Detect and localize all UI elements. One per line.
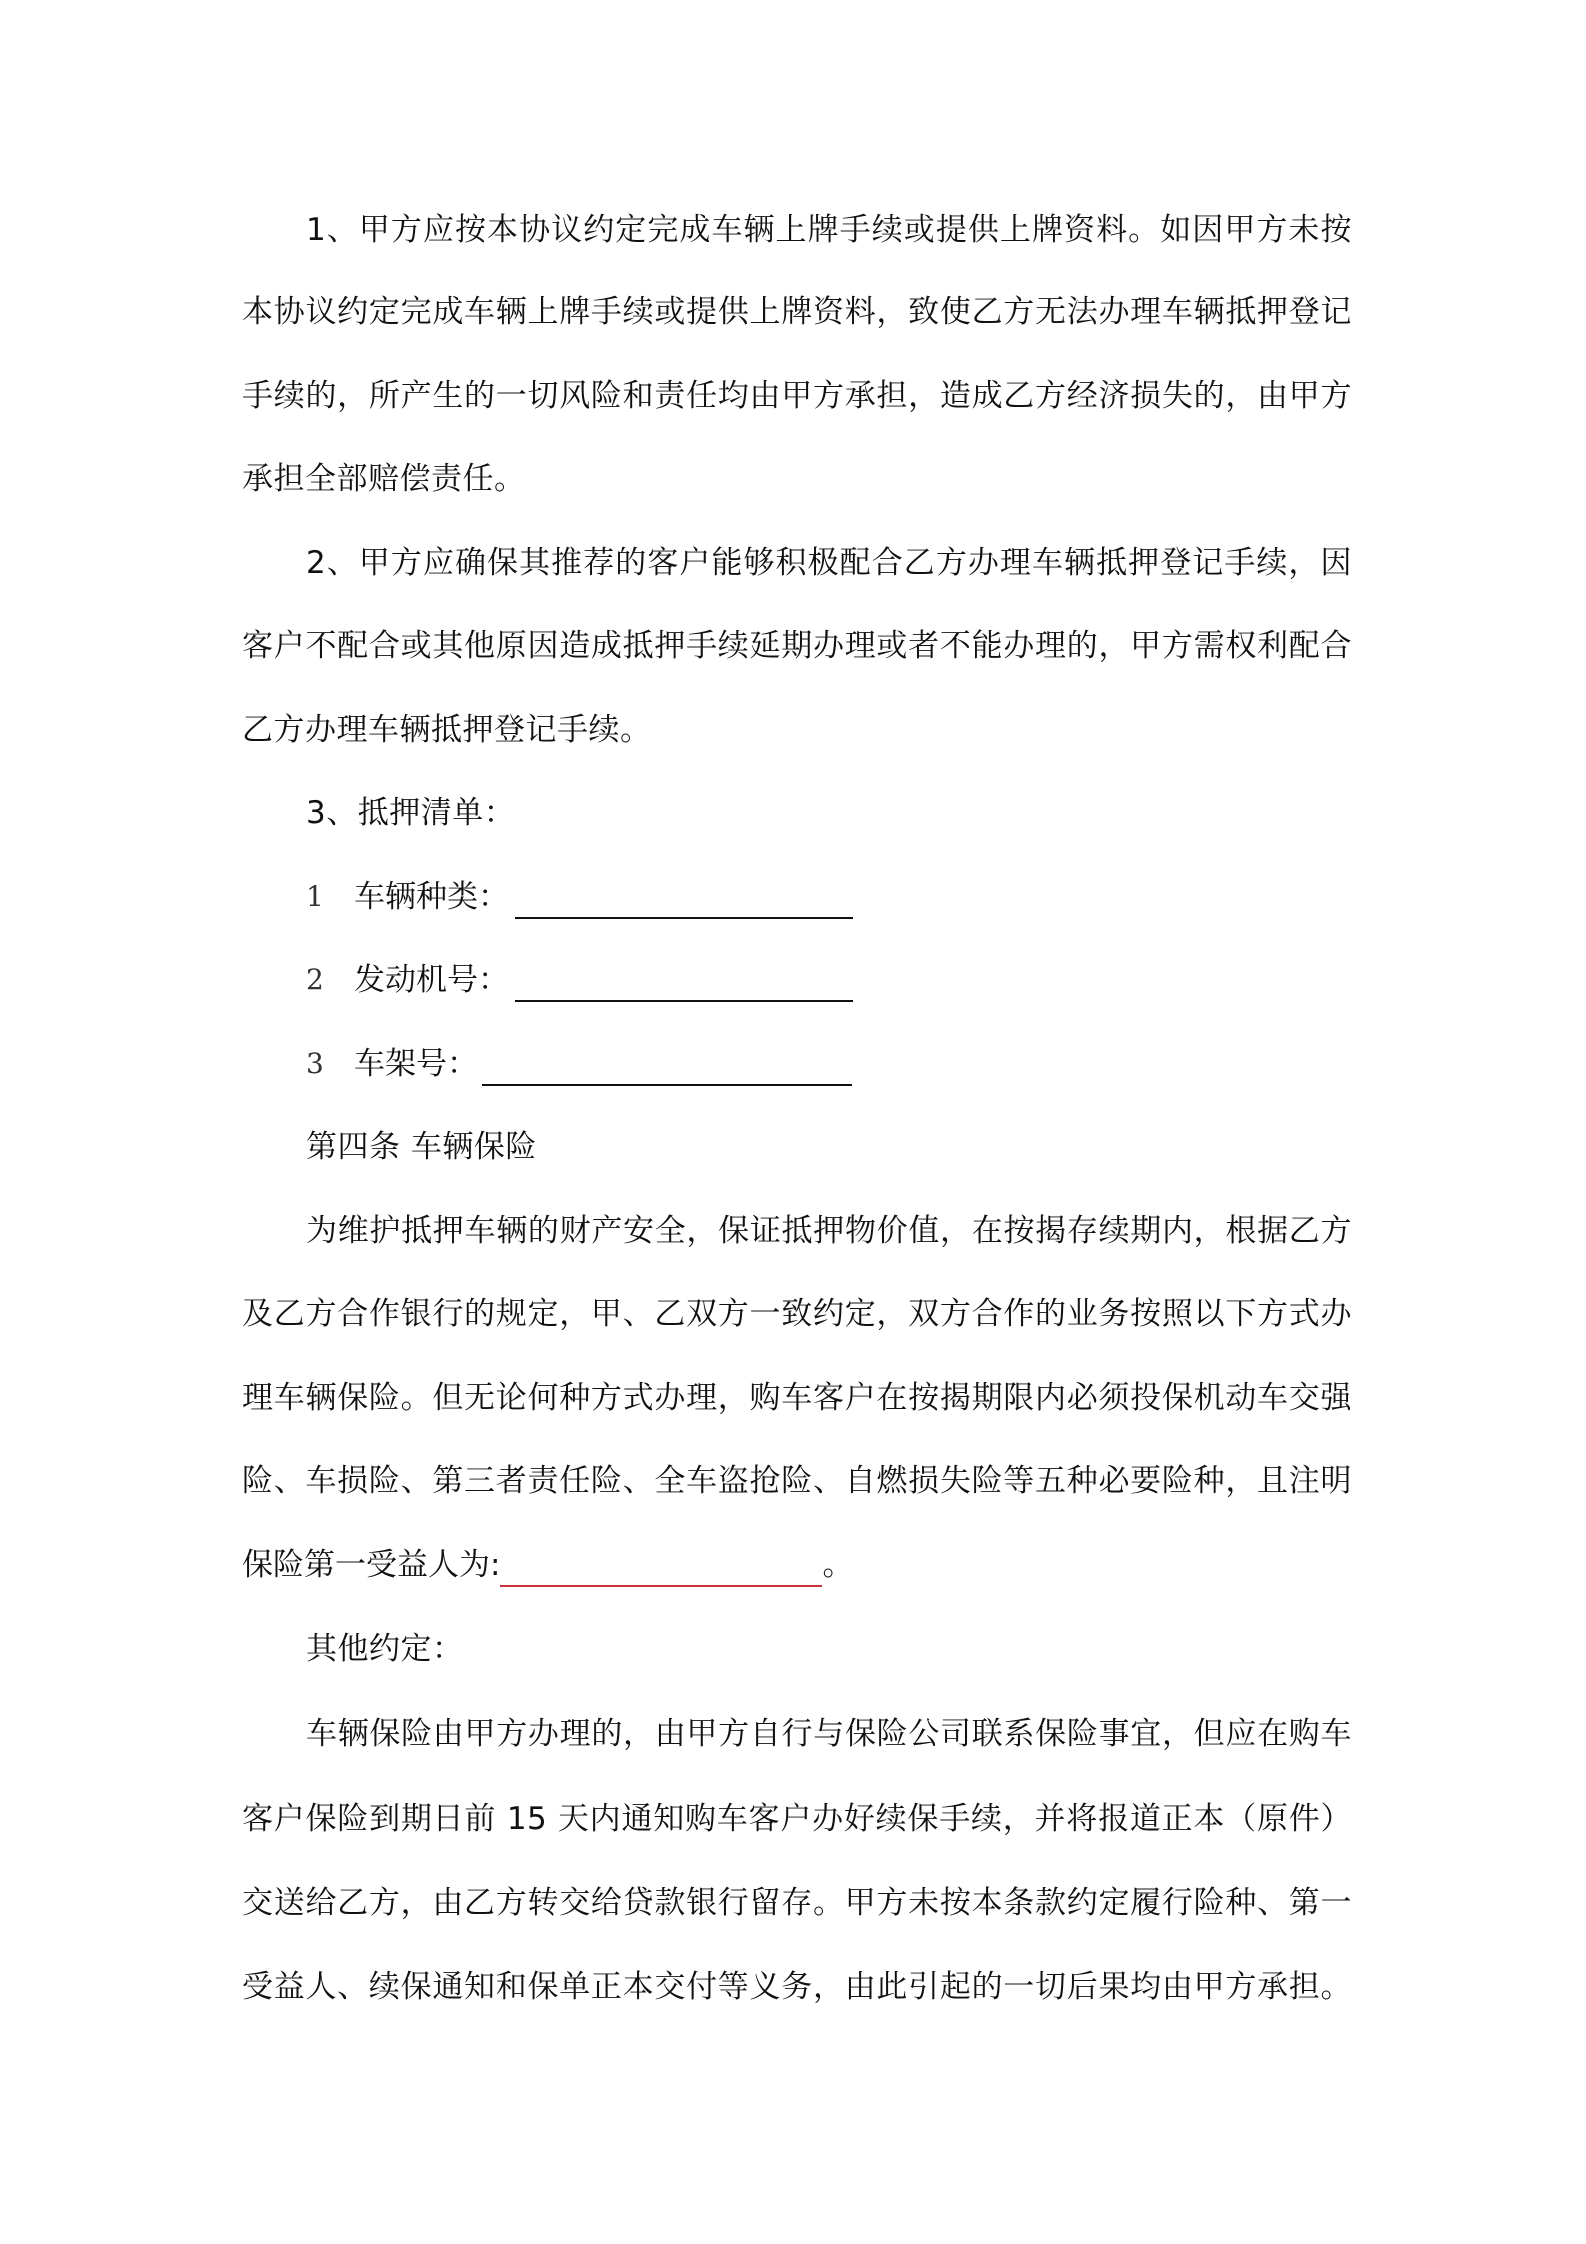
beneficiary-blank-field[interactable] (500, 1549, 822, 1587)
other-terms-heading: 其他约定： (306, 1631, 464, 1667)
list-item-frame-number (306, 1042, 852, 1086)
frame-number-blank-field[interactable] (482, 1048, 852, 1086)
list-item-vehicle-type (306, 875, 853, 919)
paragraph-4-line-1: 车辆保险由甲方办理的，由甲方自行与保险公司联系保险事宜，但应在购车 (306, 1716, 1352, 1752)
beneficiary-period: 。 (822, 1547, 854, 1583)
paragraph-3-line-3: 理车辆保险。但无论何种方式办理，购车客户在按揭期限内必须投保机动车交强 (242, 1380, 1352, 1416)
paragraph-4-line-4: 受益人、续保通知和保单正本交付等义务，由此引起的一切后果均由甲方承担。 (242, 1969, 1352, 2005)
list-item-engine-number (306, 958, 853, 1002)
paragraph-1-line-1: 1、甲方应按本协议约定完成车辆上牌手续或提供上牌资料。如因甲方未按 (306, 212, 1352, 248)
paragraph-2-line-2: 客户不配合或其他原因造成抵押手续延期办理或者不能办理的，甲方需权利配合 (242, 628, 1352, 664)
vehicle-type-blank-field[interactable] (515, 881, 853, 919)
paragraph-4-line-3: 交送给乙方，由乙方转交给贷款银行留存。甲方未按本条款约定履行险种、第一 (242, 1885, 1352, 1921)
list-item-number: 1 (306, 880, 324, 913)
paragraph-3-line-4: 险、车损险、第三者责任险、全车盗抢险、自燃损失险等五种必要险种，且注明 (242, 1463, 1352, 1499)
paragraph-4-line-2: 客户保险到期日前 15 天内通知购车客户办好续保手续，并将报道正本（原件） (242, 1801, 1352, 1837)
paragraph-3-line-1: 为维护抵押车辆的财产安全，保证抵押物价值，在按揭存续期内，根据乙方 (306, 1213, 1352, 1249)
list-item-label: 车架号： (354, 1046, 478, 1082)
beneficiary-line (242, 1543, 853, 1587)
paragraph-1-line-4: 承担全部赔偿责任。 (242, 461, 526, 497)
engine-number-blank-field[interactable] (515, 964, 853, 1002)
list-item-label: 发动机号： (354, 962, 509, 998)
paragraph-2-line-1: 2、甲方应确保其推荐的客户能够积极配合乙方办理车辆抵押登记手续，因 (306, 545, 1352, 581)
article-4-title: 第四条 车辆保险 (306, 1129, 537, 1165)
paragraph-1-line-3: 手续的，所产生的一切风险和责任均由甲方承担，造成乙方经济损失的，由甲方 (242, 378, 1352, 414)
paragraph-2-line-3: 乙方办理车辆抵押登记手续。 (242, 712, 652, 748)
mortgage-list-heading: 3、抵押清单： (306, 795, 516, 831)
list-item-number: 2 (306, 963, 324, 996)
list-item-label: 车辆种类： (354, 879, 509, 915)
paragraph-3-line-2: 及乙方合作银行的规定，甲、乙双方一致约定，双方合作的业务按照以下方式办 (242, 1296, 1352, 1332)
list-item-number: 3 (306, 1047, 324, 1080)
paragraph-1-line-2: 本协议约定完成车辆上牌手续或提供上牌资料，致使乙方无法办理车辆抵押登记 (242, 294, 1352, 330)
beneficiary-label: 保险第一受益人为: (242, 1547, 501, 1583)
